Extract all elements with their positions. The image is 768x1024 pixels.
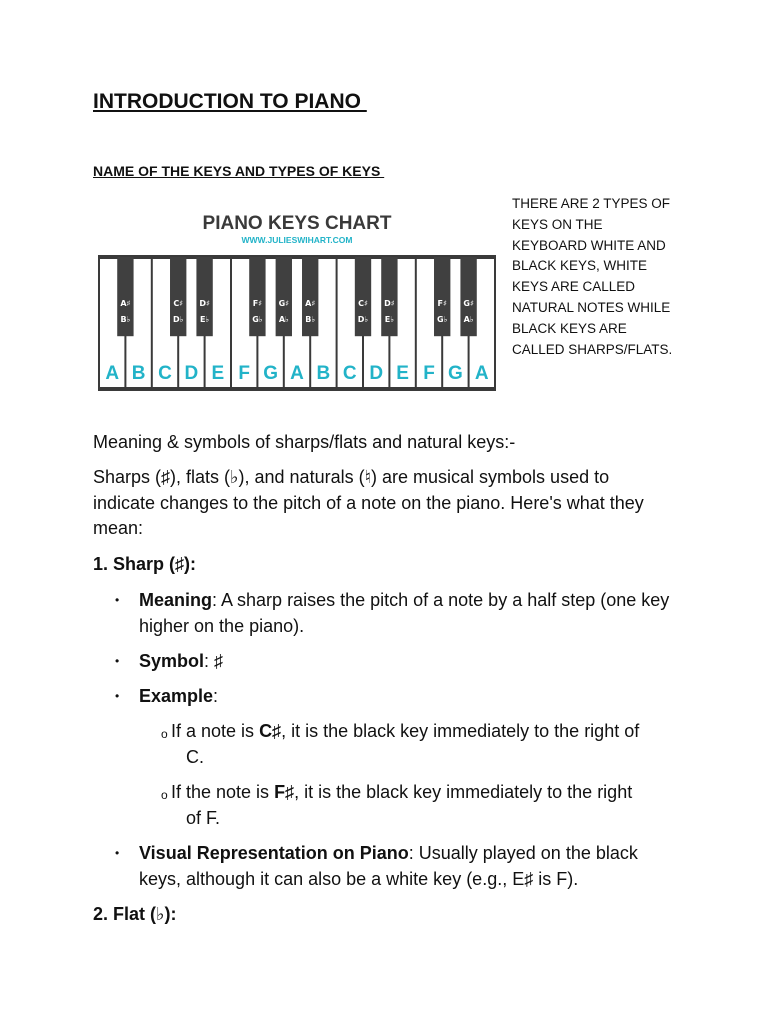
black-key-flat-label: G♭ [437,315,448,325]
black-key-flat-label: B♭ [120,315,131,325]
bullet-example [93,684,673,710]
example-rest: , it is the black key immediately to the right of [281,721,640,741]
bullet-symbol [93,649,673,675]
white-key-label: C [342,363,357,384]
side-note-line: KEYBOARD WHITE AND [512,237,666,253]
side-note-line: THERE ARE 2 TYPES OF [512,196,671,211]
piano-keys-chart [97,193,497,393]
bullet-text [139,649,673,675]
example-text: : [213,686,219,706]
example-note: C♯ [259,721,282,741]
black-key-sharp-label: D♯ [199,299,210,309]
visual-text: : Usually played on the black keys, although it can also be a white key (e.g., E♯ is F). [139,843,638,889]
black-key-flat-label: A♭ [278,315,289,325]
black-key-sharp-label: F♯ [252,299,263,309]
white-key-label: A [105,363,120,384]
page-title: INTRODUCTION TO PIANO [93,90,367,113]
keyboard [98,255,496,391]
sub-bullet-marker: o [161,727,168,741]
black-key-flat-label: E♭ [199,315,210,325]
bullet-marker: • [115,593,120,607]
visual-label: Visual Representation on Piano [139,843,409,863]
example-continuation: of F. [186,807,221,828]
black-key-sharp-label: G♯ [278,299,290,309]
black-key-sharp-label: D♯ [384,299,395,309]
symbol-text: : ♯ [204,651,224,671]
black-key [302,257,318,336]
example-line [171,780,632,806]
white-key-label: E [211,363,225,384]
bullet-text [139,588,673,639]
black-key-flat-label: D♭ [357,315,369,325]
white-key-label: E [396,363,409,384]
white-key-label: D [369,363,384,384]
black-key [355,257,371,336]
black-key [249,257,265,336]
example-item [161,780,673,832]
black-key-flat-label: A♭ [463,315,474,325]
example-prefix: If the note is [171,782,275,802]
black-key-sharp-label: C♯ [173,299,184,309]
bullet-marker: • [115,654,120,668]
bullet-text [139,841,673,892]
white-key-label: B [316,363,331,384]
black-key-sharp-label: A♯ [120,299,131,309]
bullet-visual [93,841,673,893]
side-note-line: NATURAL NOTES WHILE [512,299,671,315]
example-continuation: C. [186,746,204,767]
sub-bullet-marker: o [161,788,168,802]
example-prefix: If a note is [171,721,260,741]
black-key-sharp-label: C♯ [358,299,368,309]
chart-url: WWW.JULIESWIHART.COM [241,235,353,245]
black-key-sharp-label: A♯ [305,299,316,309]
black-key [381,257,397,336]
white-key-label: G [448,363,463,384]
black-key-flat-label: B♭ [305,315,316,325]
bullet-text [139,684,673,710]
sharp-heading: 1. Sharp (♯): [93,554,197,574]
side-note-line: CALLED SHARPS/FLATS. [512,341,673,357]
symbol-label: Symbol [139,651,205,671]
white-key-label: D [184,363,199,384]
chart-title: PIANO KEYS CHART [202,213,392,234]
black-key-sharp-label: F♯ [437,299,447,309]
black-key-flat-label: E♭ [384,315,395,325]
white-key-label: F [423,363,435,384]
example-label: Example [139,686,214,706]
bullet-meaning [93,588,673,640]
example-line [171,719,639,745]
black-key [276,257,292,336]
white-key-label: A [474,363,489,384]
meaning-heading: Meaning & symbols of sharps/flats and natural keys:- [93,432,516,452]
black-key [196,257,212,336]
black-key-sharp-label: G♯ [463,299,474,309]
black-key-flat-label: G♭ [252,315,263,325]
side-note-line: BLACK KEYS ARE [512,320,627,336]
white-key-label: C [158,363,172,384]
example-item [161,719,673,771]
white-key-label: F [238,363,251,384]
bullet-marker: • [115,689,120,703]
black-key [117,257,133,336]
black-key [434,257,450,336]
black-key-flat-label: D♭ [172,315,184,325]
meaning-label: Meaning [139,590,213,610]
side-note-line: KEYS ON THE [512,216,603,232]
white-key-label: G [263,363,278,384]
black-key [460,257,476,336]
side-note [512,194,687,360]
example-rest: , it is the black key immediately to the right [294,782,633,802]
flat-heading: 2. Flat (♭): [93,904,177,924]
intro-paragraph: Sharps (♯), flats (♭), and naturals (♮) are musical symbols used to indicate changes to the pitch of a note on the piano. Here's what they mean: [93,467,644,538]
example-note: F♯ [274,782,295,802]
meaning-text: : A sharp raises the pitch of a note by a half step (one key higher on the piano). [139,590,670,636]
white-key-label: A [290,363,304,384]
bullet-marker: • [115,846,120,860]
side-note-line: BLACK KEYS, WHITE [512,258,648,274]
section-heading: NAME OF THE KEYS AND TYPES OF KEYS [93,163,385,179]
white-key-label: B [131,363,146,384]
black-key [170,257,186,336]
side-note-line: KEYS ARE CALLED [512,279,636,295]
